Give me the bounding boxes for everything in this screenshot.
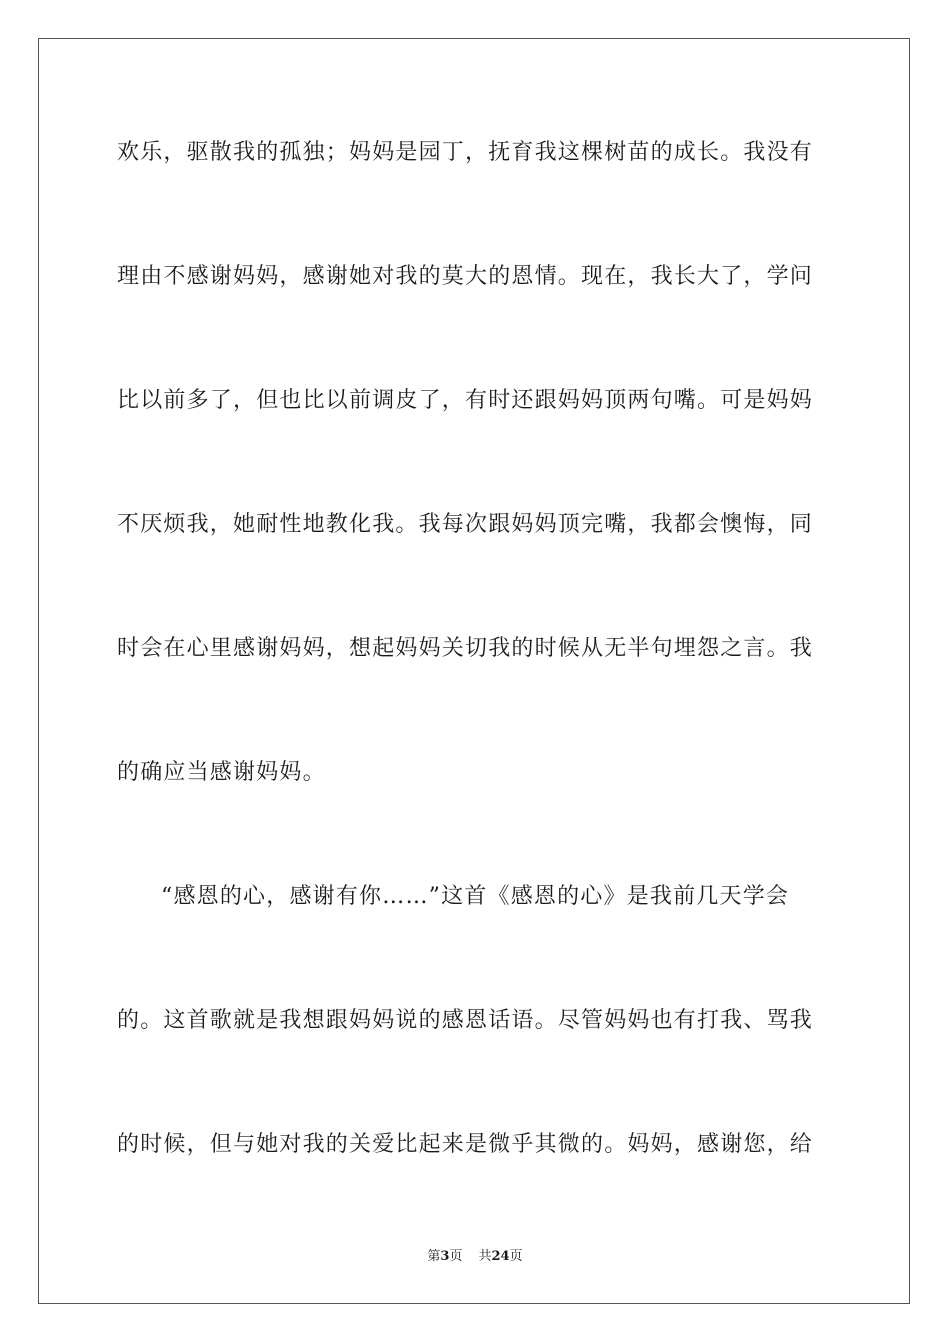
body-line-9: 的时候，但与她对我的关爱比起来是微乎其微的。妈妈，感谢您，给 xyxy=(117,1132,814,1157)
page-border xyxy=(38,38,910,1304)
body-line-7-paragraph-start: “感恩的心，感谢有你……”这首《感恩的心》是我前几天学会 xyxy=(161,884,790,909)
page-total: 24 xyxy=(491,1249,510,1264)
body-line-6: 的确应当感谢妈妈。 xyxy=(117,760,326,785)
total-prefix: 共 xyxy=(478,1249,492,1264)
body-line-4: 不厌烦我，她耐性地教化我。我每次跟妈妈顶完嘴，我都会懊悔，同 xyxy=(117,512,814,537)
page-prefix: 第 xyxy=(427,1249,441,1264)
body-line-5: 时会在心里感谢妈妈，想起妈妈关切我的时候从无半句埋怨之言。我 xyxy=(117,636,814,661)
body-line-1: 欢乐，驱散我的孤独；妈妈是园丁，抚育我这棵树苗的成长。我没有 xyxy=(117,140,814,165)
body-line-2: 理由不感谢妈妈，感谢她对我的莫大的恩情。现在，我长大了，学问 xyxy=(117,264,814,289)
body-line-8: 的。这首歌就是我想跟妈妈说的感恩话语。尽管妈妈也有打我、骂我 xyxy=(117,1008,814,1033)
page-suffix: 页 xyxy=(449,1249,463,1264)
total-suffix: 页 xyxy=(509,1249,523,1264)
page-current: 3 xyxy=(440,1249,450,1264)
page-footer xyxy=(0,1248,950,1266)
body-line-3: 比以前多了，但也比以前调皮了，有时还跟妈妈顶两句嘴。可是妈妈 xyxy=(117,388,814,413)
